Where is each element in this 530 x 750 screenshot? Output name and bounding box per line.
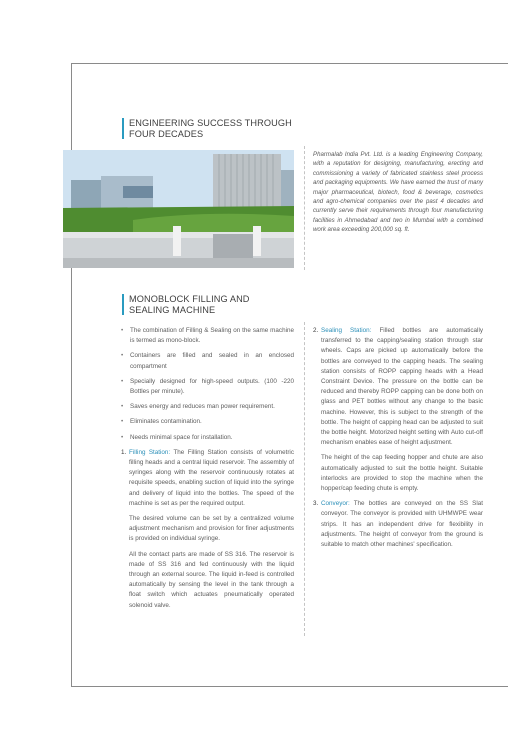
factory-illustration [63, 150, 294, 268]
feature-list [121, 326, 294, 443]
heading-line-2: SEALING MACHINE [129, 304, 216, 315]
heading-line-2: FOUR DECADES [129, 128, 204, 139]
filling-station-text: The Filling Station consists of volumetric filling heads and a central liquid reservoir. The assembly of syringes along with the reservoir continuously rotates at requisite speeds, enabling suction of liquid into the syringe and delivery of liquid into the bottles. The speed of the machine is set as per the required output. [129, 448, 294, 507]
column-divider-bottom [304, 322, 305, 636]
list-item: • Needs minimal space for installation. [121, 433, 294, 443]
list-item: • Specially designed for high-speed outputs. (100 -220 Bottles per minute). [121, 377, 294, 397]
sealing-station-paragraph [313, 326, 483, 448]
list-item: • Eliminates contamination. [121, 417, 294, 427]
conveyor-paragraph [313, 499, 483, 550]
factory-photo [63, 150, 294, 268]
item-number: 3. [313, 500, 319, 508]
left-column [121, 326, 294, 616]
cap-hopper-paragraph: The height of the cap feeding hopper and chute are also automatically adjusted to suit the bottle height. Suitable interlocks are provided to stop the machine when the hopper/cap feeding chute is empty. [321, 454, 483, 493]
section-heading-engineering [122, 118, 292, 139]
sealing-station-text: Filled bottles are automatically transferred to the capping/sealing station through star wheels. Caps are picked up automatically before the bottles are conveyed to the capping heads. The sealing station consists of ROPP capping heads with a Head Constraint Device. The pressure on the bottle can be reduced and thereby ROPP capping can be done both on glass and PET bottles without any change to the basic machine. However, this is subject to the strength of the bottle. The height of capping head can be adjusted to suit the bottle height. Motorized height setting with Auto cut-off mechanism enables ease of height adjustment. [321, 327, 484, 447]
filling-station-paragraph [121, 448, 294, 509]
intro-paragraph: Pharmalab India Pvt. Ltd. is a leading Engineering Company, with a reputation for designing, manufacturing, erecting and commissioning a variety of fabricated stainless steel process and packaging equipments. We have earned the trust of many major pharmaceutical, biotech, food & beverage, cosmetics and agro-chemical companies over the past 4 decades and currently serve their requirements through four manufacturing facilities in Ahmedabad and two in Mumbai with a combined work area exceeding 200,000 sq. ft. [313, 151, 483, 234]
conveyor-term: Conveyor: [321, 500, 350, 508]
right-column [313, 326, 483, 555]
column-divider-top [304, 146, 305, 270]
heading-line-1: MONOBLOCK FILLING AND [129, 294, 250, 304]
conveyor-text: The bottles are conveyed on the SS Slat conveyor. The conveyor is provided with UHMWPE wear strips. It has an independent drive for flexibility in adjustments. The height of conveyor from the ground is suitable to match other machines' specification. [321, 500, 483, 549]
heading-line-1: ENGINEERING SUCCESS THROUGH [129, 118, 292, 128]
list-item: • Containers are filled and sealed in an enclosed compartment [121, 351, 294, 371]
filling-station-term: Filling Station: [129, 448, 171, 456]
section-heading-monoblock [122, 294, 250, 315]
list-item: • Saves energy and reduces man power requirement. [121, 402, 294, 412]
volume-adjustment-paragraph: The desired volume can be set by a centralized volume adjustment mechanism and provision for finer adjustments is provided on individual syringe. [129, 515, 294, 543]
item-number: 2. [313, 327, 319, 334]
list-item: • The combination of Filling & Sealing on the same machine is termed as mono-block. [121, 326, 294, 346]
sealing-station-term: Sealing Station: [321, 327, 372, 334]
contact-parts-paragraph: All the contact parts are made of SS 316. The reservoir is made of SS 316 and fed continuously with the liquid through an external source. The liquid in-feed is controlled automatically by sensing the level in the tank through a float switch which actuates pneumatically operated solenoid valve. [129, 550, 294, 609]
item-number: 1. [121, 448, 127, 456]
